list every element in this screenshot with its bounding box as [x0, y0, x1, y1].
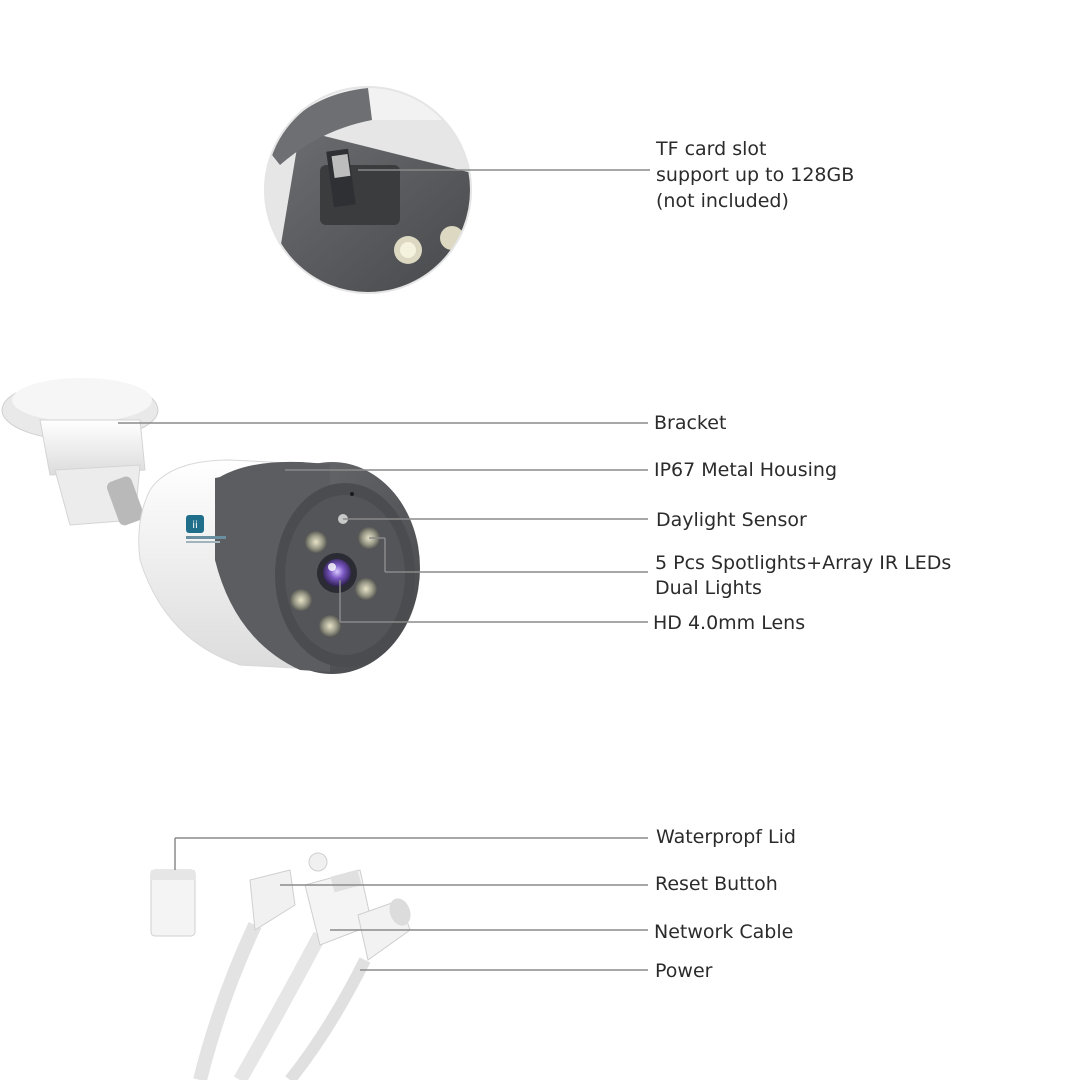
power-label: Power — [655, 960, 713, 982]
tf-card-line-2: support up to 128GB — [656, 164, 855, 186]
tf-card-label — [656, 136, 854, 214]
daylight-sensor-label: Daylight Sensor — [656, 509, 807, 531]
cable-connectors-image — [151, 853, 414, 1080]
spotlights-label-line-1: 5 Pcs Spotlights+Array IR LEDs — [655, 552, 952, 574]
tf-card-line-3: (not included) — [656, 190, 789, 212]
housing-label: IP67 Metal Housing — [654, 459, 838, 481]
tf-card-line-1: TF card slot — [656, 138, 767, 160]
reset-button-label: Reset Buttoh — [655, 873, 778, 895]
tf-card-detail-image — [255, 80, 480, 300]
bracket-label: Bracket — [654, 412, 727, 434]
lens-label: HD 4.0mm Lens — [653, 612, 806, 634]
network-cable-label: Network Cable — [654, 921, 794, 943]
spotlights-label-line-2: Dual Lights — [655, 577, 762, 599]
waterproof-lid-label: Waterpropf Lid — [656, 826, 796, 848]
svg-text:ii: ii — [192, 520, 198, 531]
